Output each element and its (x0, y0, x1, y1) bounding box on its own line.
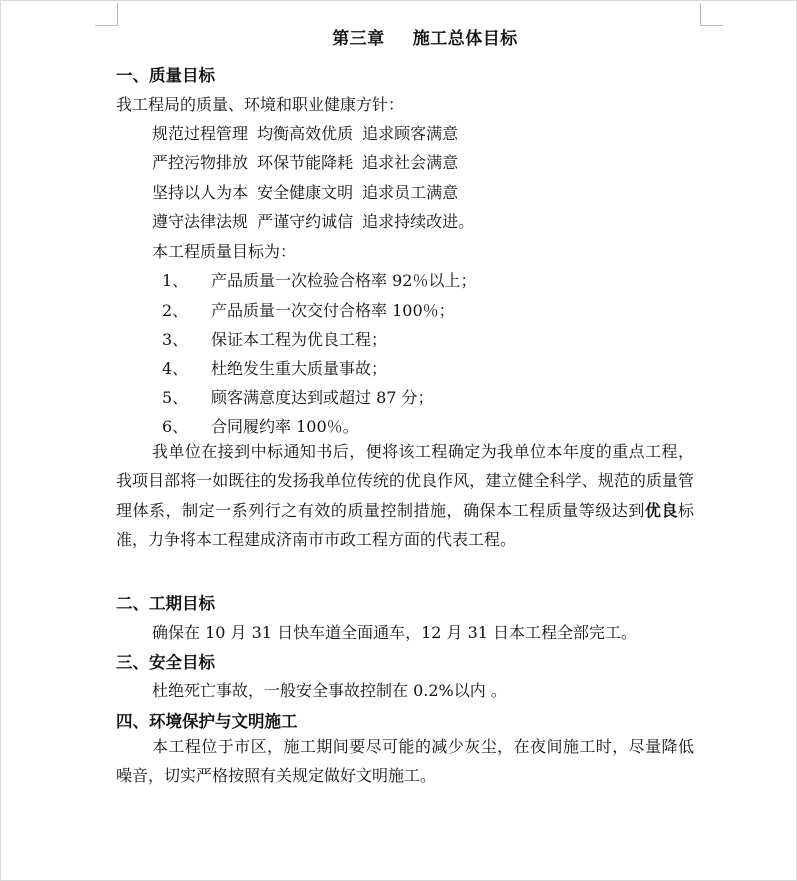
policy-line: 规范过程管理 均衡高效优质 追求顾客满意 (152, 124, 459, 143)
policy-line: 严控污物排放 环保节能降耗 追求社会满意 (152, 153, 459, 172)
section-heading-safety: 三、安全目标 (116, 653, 215, 672)
goals-intro: 本工程质量目标为： (152, 242, 297, 261)
goal-text: 产品质量一次检验合格率 92％以上； (211, 271, 477, 290)
goal-text: 杜绝发生重大质量事故； (211, 359, 388, 378)
crop-mark-top-left (95, 3, 118, 26)
goal-number: 6、 (162, 417, 189, 436)
safety-text: 杜绝死亡事故，一般安全事故控制在 0.2%以内 。 (152, 681, 507, 700)
chapter-title (0, 24, 797, 49)
goal-item (162, 298, 455, 321)
section-heading-environment: 四、环境保护与文明施工 (116, 712, 298, 731)
quality-paragraph (116, 437, 694, 555)
goal-number: 1、 (162, 271, 189, 290)
goal-number: 2、 (162, 301, 189, 320)
policy-intro: 我工程局的质量、环境和职业健康方针： (116, 95, 405, 114)
environment-paragraph (116, 732, 694, 791)
goal-text: 顾客满意度达到或超过 87 分； (211, 388, 434, 407)
goal-number: 5、 (162, 388, 189, 407)
chapter-number: 第三章 (332, 29, 385, 49)
goal-number: 3、 (162, 330, 189, 349)
goal-text: 合同履约率 100％。 (211, 417, 359, 436)
section-heading-schedule: 二、工期目标 (116, 594, 215, 613)
quality-paragraph-text: 我单位在接到中标通知书后，便将该工程确定为我单位本年度的重点工程，我项目部将一如既往的发扬我单位传统的优良作风，建立健全科学、规范的质量管理体系，制定一系列行之有效的质量控制措施，确保本工程质量等级达到 (116, 442, 694, 520)
quality-grade: 优良 (644, 500, 678, 520)
schedule-text: 确保在 10 月 31 日快车道全面通车，12 月 31 日本工程全部完工。 (152, 623, 638, 642)
policy-line: 坚持以人为本 安全健康文明 追求员工满意 (152, 183, 459, 202)
goal-item (162, 414, 359, 437)
goal-text: 产品质量一次交付合格率 100％； (211, 301, 455, 320)
environment-text: 本工程位于市区，施工期间要尽可能的减少灰尘，在夜间施工时，尽量降低噪音，切实严格按照有关规定做好文明施工。 (116, 737, 694, 786)
goal-text: 保证本工程为优良工程； (211, 330, 388, 349)
chapter-name: 施工总体目标 (412, 29, 518, 49)
goal-number: 4、 (162, 359, 189, 378)
quality-paragraph-tail: 标准，力争将本工程建成济南市市政工程方面的代表工程。 (116, 500, 694, 550)
section-heading-quality: 一、质量目标 (116, 66, 215, 85)
crop-mark-top-right (700, 3, 723, 26)
goal-item (162, 327, 387, 350)
goal-item (162, 356, 387, 379)
goal-item (162, 268, 476, 291)
goal-item (162, 385, 434, 408)
policy-line: 遵守法律法规 严谨守约诚信 追求持续改进。 (152, 212, 475, 231)
